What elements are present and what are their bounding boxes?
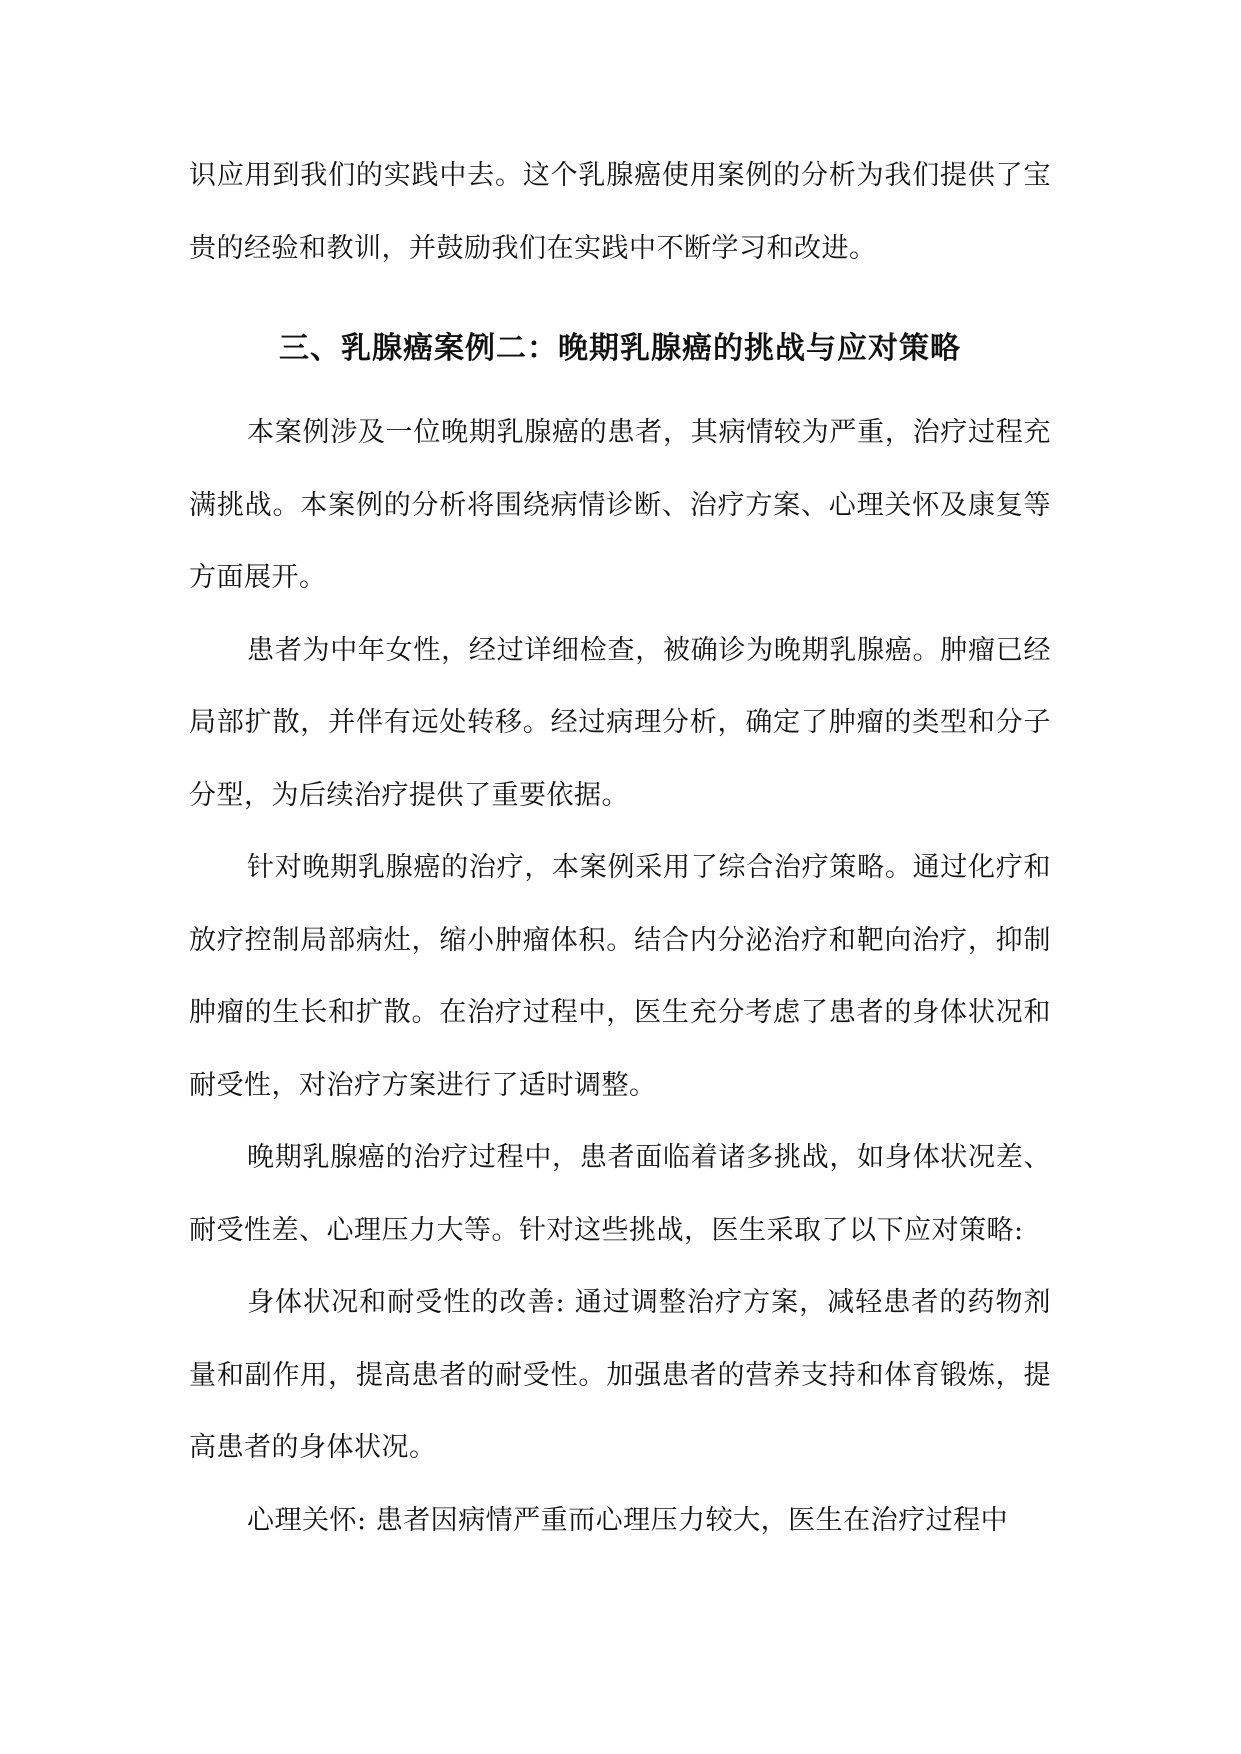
paragraph-challenges: 晚期乳腺癌的治疗过程中，患者面临着诸多挑战，如身体状况差、耐受性差、心理压力大等。针对这些挑战，医生采取了以下应对策略: [189,1142,1051,1246]
continuation-paragraph: 识应用到我们的实践中去。这个乳腺癌使用案例的分析为我们提供了宝贵的经验和教训，并鼓励我们在实践中不断学习和改进。 [189,160,1051,264]
paragraph-diagnosis: 患者为中年女性，经过详细检查，被确诊为晚期乳腺癌。肿瘤已经局部扩散，并伴有远处转移。经过病理分析，确定了肿瘤的类型和分子分型，为后续治疗提供了重要依据。 [189,634,1051,811]
document-body [189,140,1051,1557]
paragraph-case-intro: 本案例涉及一位晚期乳腺癌的患者，其病情较为严重，治疗过程充满挑战。本案例的分析将围绕病情诊断、治疗方案、心理关怀及康复等方面展开。 [189,417,1051,593]
paragraph-psychological-care: 心理关怀: 患者因病情严重而心理压力较大，医生在治疗过程中 [247,1504,1009,1536]
paragraph-treatment: 针对晚期乳腺癌的治疗，本案例采用了综合治疗策略。通过化疗和放疗控制局部病灶，缩小肿瘤体积。结合内分泌治疗和靶向治疗，抑制肿瘤的生长和扩散。在治疗过程中，医生充分考虑了患者的身体状况和耐受性，对治疗方案进行了适时调整。 [189,852,1051,1101]
section-heading: 三、乳腺癌案例二：晚期乳腺癌的挑战与应对策略 [279,331,961,366]
paragraph-physical-improvement: 身体状况和耐受性的改善: 通过调整治疗方案，减轻患者的药物剂量和副作用，提高患者的耐受性。加强患者的营养支持和体育锻炼，提高患者的身体状况。 [189,1287,1051,1463]
